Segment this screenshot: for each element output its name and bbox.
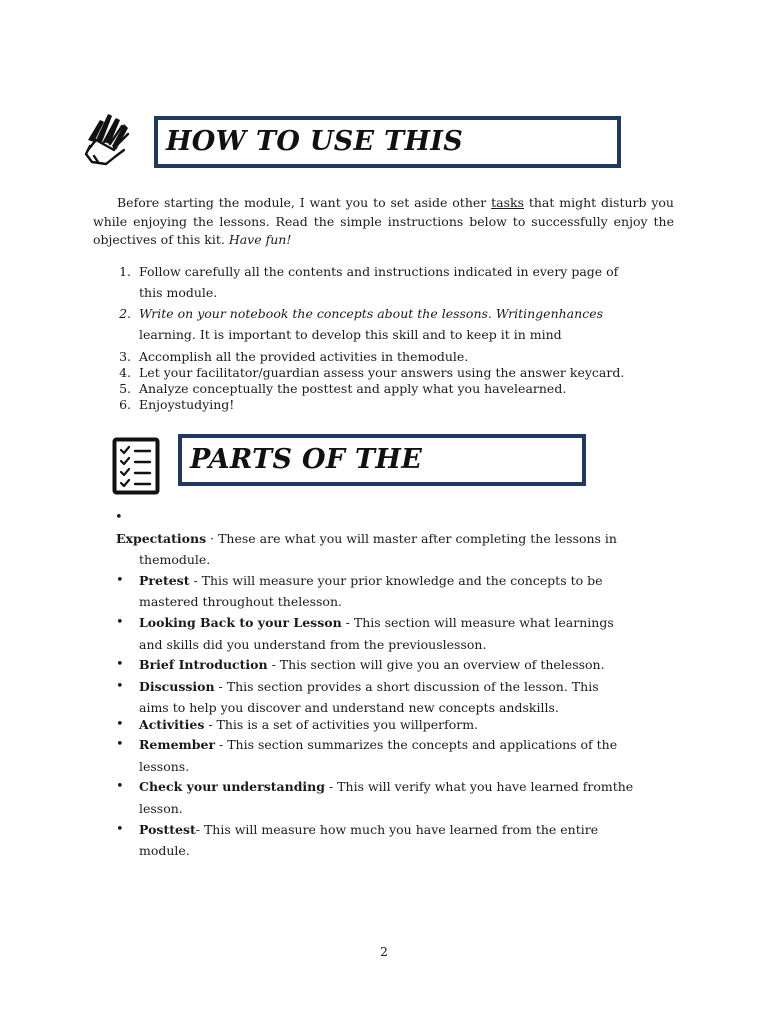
hands-sign-icon [84, 110, 134, 166]
list-item-cont: and skills did you understand from the previouslesson. [139, 637, 487, 652]
list-item-cont: aims to help you discover and understand new concepts andskills. [139, 700, 559, 715]
bullet-icon: • [116, 717, 124, 732]
list-item-desc: - This will verify what you have learned fromthe [325, 779, 634, 794]
list-item-desc: - This section will measure what learnings [341, 615, 614, 630]
intro-paragraph [93, 194, 674, 250]
section-heading-box [178, 434, 586, 486]
list-item-term: Pretest [139, 573, 190, 588]
step-text: Follow carefully all the contents and instructions indicated in every page of [139, 264, 619, 279]
list-item [139, 679, 599, 694]
lone-bullet: • [115, 510, 123, 525]
list-item-desc: - This section provides a short discussion of the lesson. This [214, 679, 599, 694]
list-item [139, 737, 617, 752]
bullet-icon: • [116, 779, 124, 794]
list-item-desc: - This will measure your prior knowledge and the concepts to be [189, 573, 603, 588]
step-number: 6. [119, 397, 131, 412]
page-number: 2 [380, 944, 388, 959]
bullet-icon: • [116, 737, 124, 752]
step-number: 1. [119, 264, 131, 279]
list-item-term: Check your understanding [139, 779, 326, 794]
list-item-desc: - This is a set of activities you willperform. [204, 717, 479, 732]
step-text-cont: learning. It is important to develop this skill and to keep it in mind [139, 327, 562, 342]
step-number: 4. [119, 365, 131, 380]
list-item [139, 573, 603, 588]
list-item-cont: lessons. [139, 759, 190, 774]
checklist-icon [112, 437, 160, 495]
tasks-link[interactable]: tasks [491, 195, 524, 210]
list-item-term: Looking Back to your Lesson [139, 615, 342, 630]
step-text: Write on your notebook the concepts about the lessons. Writingenhances [139, 306, 604, 321]
intro-emphasis: Have fun! [228, 232, 292, 247]
step-number: 5. [119, 381, 131, 396]
list-item [116, 531, 617, 546]
section-title-parts-of-the: PARTS OF THE [190, 444, 423, 475]
list-item-term: Posttest [139, 822, 196, 837]
bullet-icon: • [116, 657, 124, 672]
bullet-icon: • [116, 822, 124, 837]
step-number: 2. [119, 306, 131, 321]
list-item-term: Discussion [139, 679, 215, 694]
list-item [139, 822, 598, 837]
section-heading-box [154, 116, 621, 168]
list-item-term: Remember [139, 737, 216, 752]
step-text: Accomplish all the provided activities in themodule. [139, 349, 469, 364]
intro-text-end: that might disturb you while enjoying the lessons. Read the simple instructions below to successfully enjoy the objectives of this kit. [93, 195, 674, 247]
step-text: Analyze conceptually the posttest and apply what you havelearned. [139, 381, 567, 396]
list-item-term: Activities [139, 717, 205, 732]
intro-text-start: Before starting the module, I want you to set aside other [117, 195, 492, 210]
list-item-desc: · These are what you will master after completing the lessons in [206, 531, 617, 546]
list-item-desc: - This section will give you an overview of thelesson. [267, 657, 605, 672]
step-number: 3. [119, 349, 131, 364]
list-item [139, 717, 478, 732]
step-text-cont: this module. [139, 285, 218, 300]
list-item-term: Brief Introduction [139, 657, 268, 672]
list-item [139, 657, 605, 672]
bullet-icon: • [116, 615, 124, 630]
list-item-cont: lesson. [139, 801, 183, 816]
step-text: Enjoystudying! [139, 397, 235, 412]
section-title-how-to-use: HOW TO USE THIS [166, 126, 464, 157]
bullet-icon: • [116, 573, 124, 588]
step-text: Let your facilitator/guardian assess your answers using the answer keycard. [139, 365, 625, 380]
list-item [139, 615, 614, 630]
list-item-desc: - This will measure how much you have learned from the entire [195, 822, 599, 837]
bullet-icon: • [116, 679, 124, 694]
list-item-term: Expectations [116, 531, 207, 546]
list-item-cont: themodule. [139, 552, 211, 567]
list-item [139, 779, 633, 794]
list-item-cont: mastered throughout thelesson. [139, 594, 342, 609]
list-item-cont: module. [139, 843, 190, 858]
list-item-desc: - This section summarizes the concepts and applications of the [215, 737, 618, 752]
